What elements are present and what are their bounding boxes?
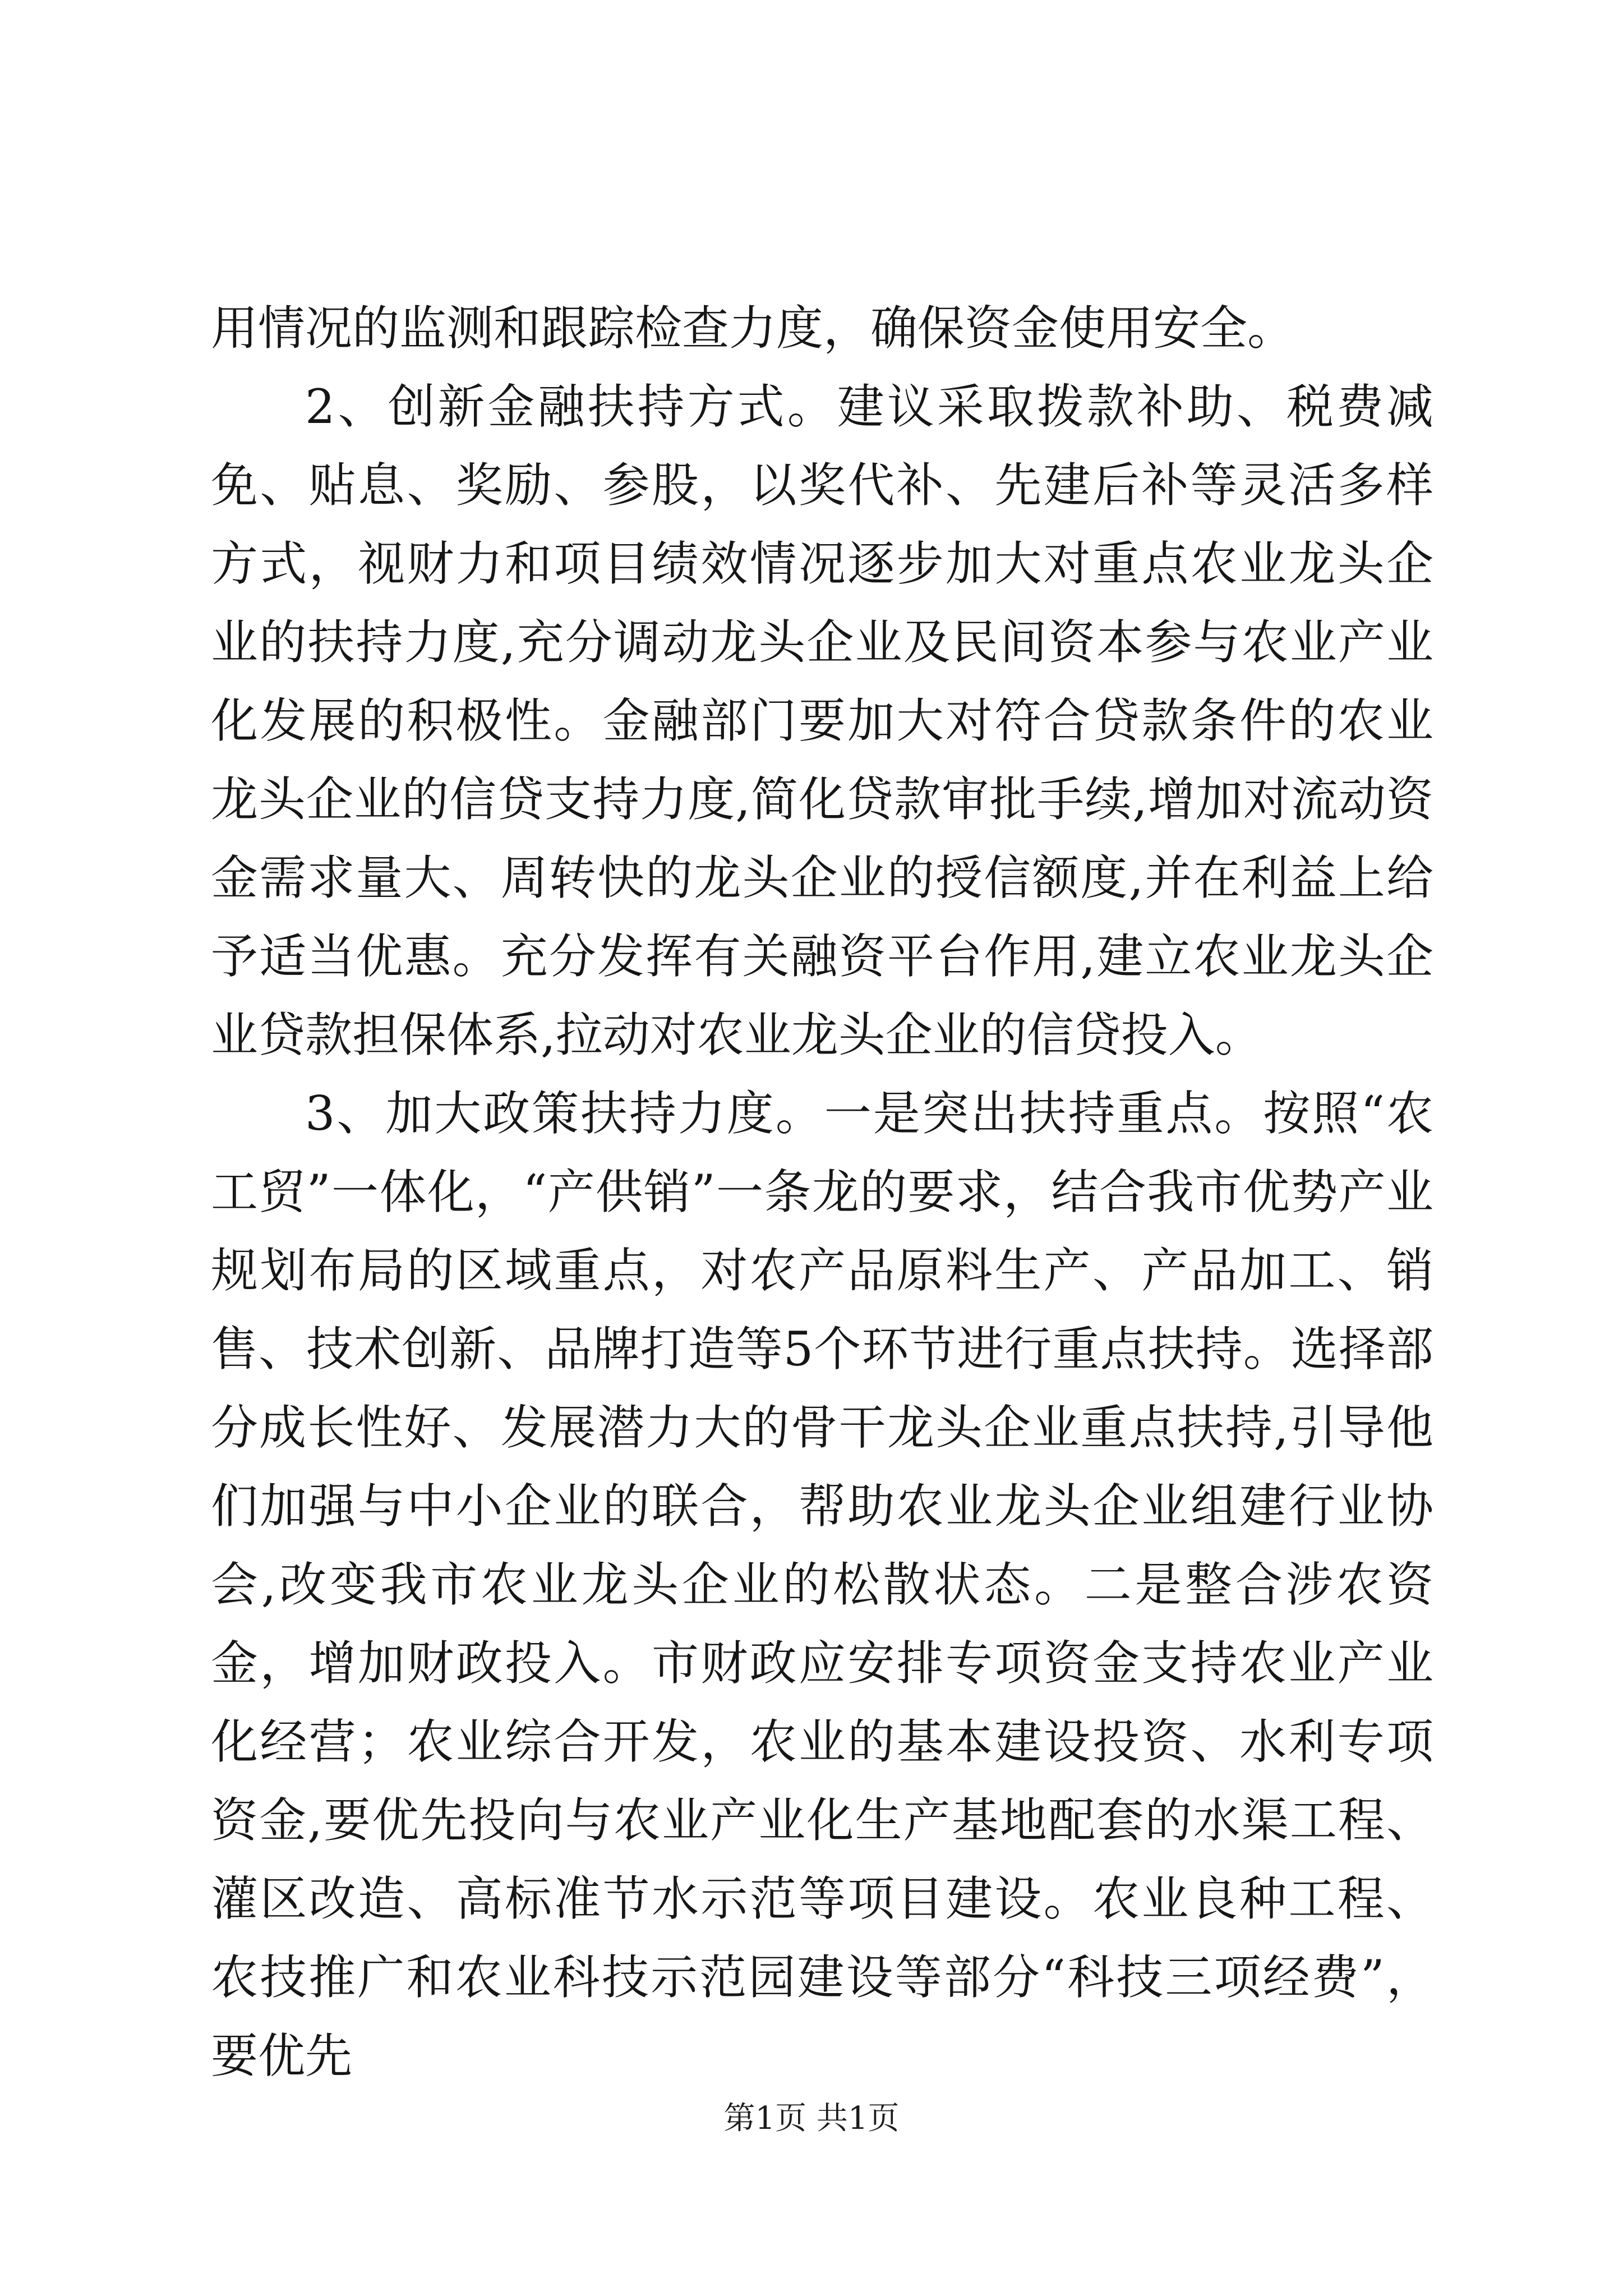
paragraph-item-3: 3、加大政策扶持力度。一是突出扶持重点。按照“农工贸”一体化，“产供销”一条龙的要求，结合我市优势产业规划布局的区域重点，对农产品原料生产、产品加工、销售、技术创新、品牌打造等5个环节进行重点扶持。选择部分成长性好、发展潜力大的骨干龙头企业重点扶持,引导他们加强与中小企业的联合，帮助农业龙头企业组建行业协会,改变我市农业龙头企业的松散状态。二是整合涉农资金，增加财政投入。市财政应安排专项资金支持农业产业化经营；农业综合开发，农业的基本建设投资、水利专项资金,要优先投向与农业产业化生产基地配套的水渠工程、灌区改造、高标准节水示范等项目建设。农业良种工程、农技推广和农业科技示范园建设等部分“科技三项经费”，要优先	[211, 1086, 1433, 2083]
page-footer: 第1页 共1页	[723, 2100, 900, 2137]
paragraph-continuation: 用情况的监测和跟踪检查力度，确保资金使用安全。	[211, 301, 1295, 356]
paragraph-item-2: 2、创新金融扶持方式。建议采取拨款补助、税费减免、贴息、奖励、参股，以奖代补、先建后补等灵活多样方式，视财力和项目绩效情况逐步加大对重点农业龙头企业的扶持力度,充分调动龙头企业及民间资本参与农业产业化发展的积极性。金融部门要加大对符合贷款条件的农业龙头企业的信贷支持力度,简化贷款审批手续,增加对流动资金需求量大、周转快的龙头企业的授信额度,并在利益上给予适当优惠。充分发挥有关融资平台作用,建立农业龙头企业贷款担保体系,拉动对农业龙头企业的信贷投入。	[211, 379, 1433, 1062]
document-body	[211, 289, 1433, 2095]
